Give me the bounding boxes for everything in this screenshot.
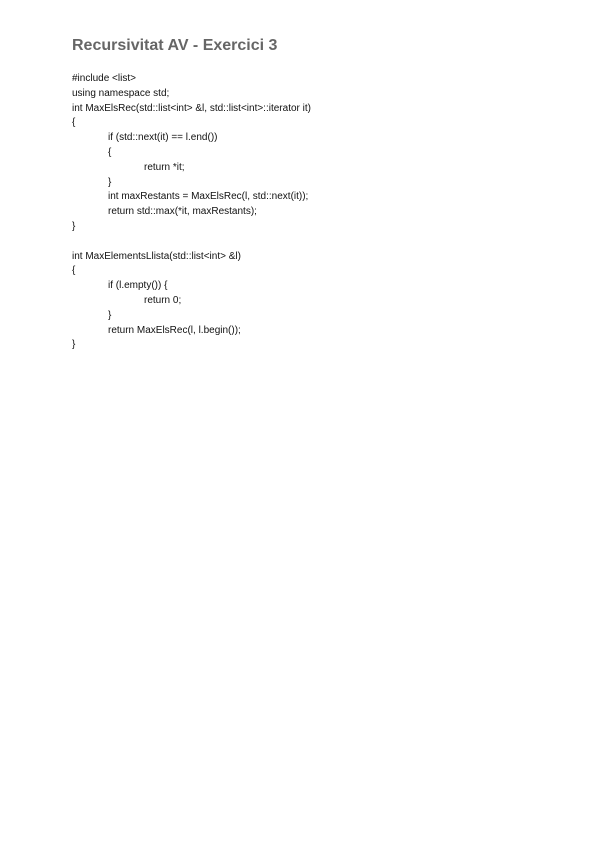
code-line: int maxRestants = MaxElsRec(l, std::next(it));: [108, 191, 309, 203]
code-line: }: [72, 220, 76, 232]
code-line: using namespace std;: [72, 87, 170, 99]
code-line: #include <list>: [72, 73, 136, 84]
code-line: }: [72, 339, 76, 351]
code-line: if (l.empty()) {: [108, 280, 168, 292]
code-line: return std::max(*it, maxRestants);: [108, 206, 257, 218]
code-line: }: [108, 176, 112, 188]
code-block: [72, 72, 552, 353]
code-line: return MaxElsRec(l, l.begin());: [108, 324, 241, 336]
code-line: [72, 235, 552, 250]
code-line: return 0;: [144, 294, 182, 306]
code-line: int MaxElementsLlista(std::list<int> &l): [72, 250, 241, 262]
code-line: {: [72, 117, 76, 129]
code-line: return *it;: [144, 161, 185, 173]
code-line: {: [72, 265, 76, 277]
code-line: int MaxElsRec(std::list<int> &l, std::list<int>::iterator it): [72, 102, 311, 114]
code-line: if (std::next(it) == l.end()): [108, 132, 218, 144]
page-title: Recursivitat AV - Exercici 3: [72, 37, 278, 54]
code-line: }: [108, 309, 112, 321]
code-line: {: [108, 146, 112, 158]
